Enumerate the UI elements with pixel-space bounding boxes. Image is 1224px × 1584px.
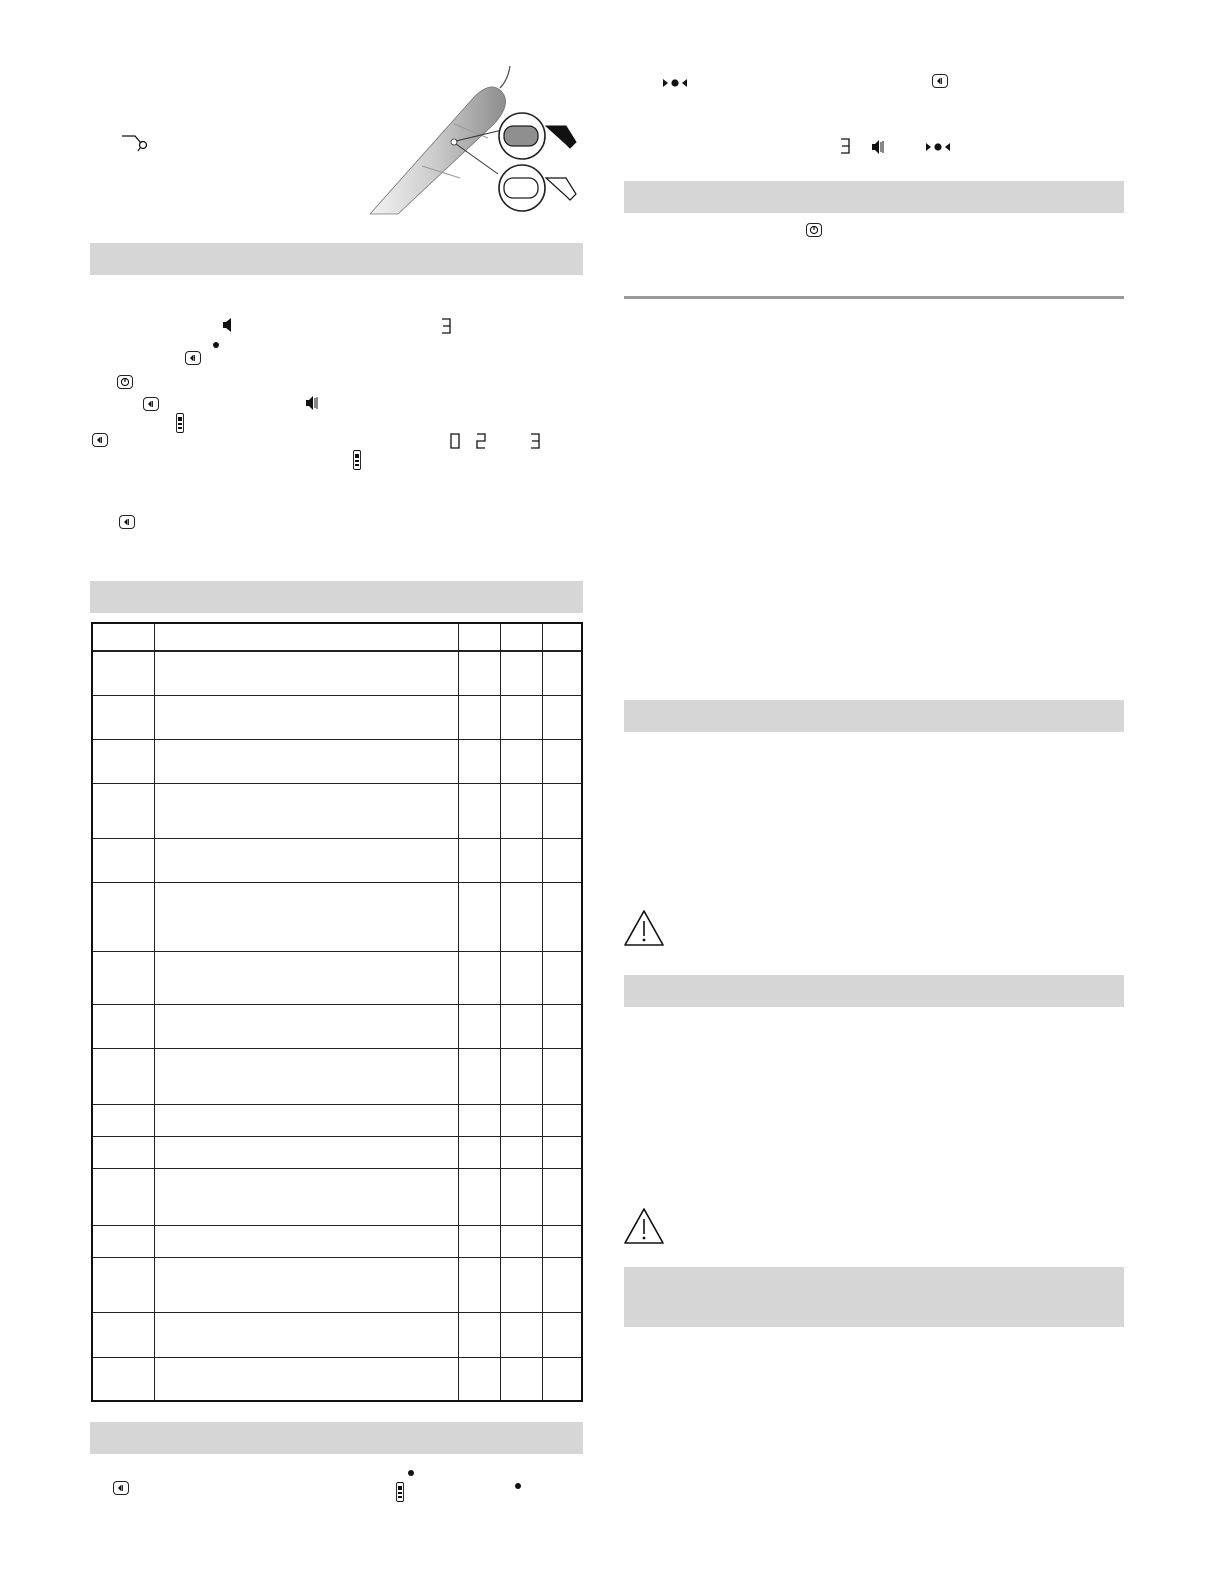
table-column-divider [500, 624, 501, 1400]
section-divider-rule [624, 296, 1124, 299]
speaker-icon [221, 317, 235, 333]
handpiece-cable-icon [121, 134, 153, 154]
section-header-band [624, 700, 1124, 732]
table-row-divider [93, 838, 581, 839]
seven-segment-digit-icon [476, 433, 486, 449]
section-header-band [624, 975, 1124, 1007]
section-header-band [90, 243, 583, 275]
warning-triangle-icon [623, 1207, 665, 1245]
seven-segment-digit-icon [450, 433, 460, 449]
section-header-band [90, 1422, 583, 1454]
table-row-divider [93, 695, 581, 696]
speaker-button-icon [92, 433, 108, 447]
table-column-divider [542, 624, 543, 1400]
power-button-icon [806, 223, 822, 237]
table-row-divider [93, 1168, 581, 1169]
table-row-divider [93, 1225, 581, 1226]
table-row-divider [93, 1357, 581, 1358]
table-column-divider [154, 624, 155, 1400]
table-row-divider [93, 1004, 581, 1005]
speaker-button-icon [113, 1481, 129, 1495]
table-row-divider [93, 1257, 581, 1258]
table-row-divider [93, 783, 581, 784]
speaker-loud-icon [304, 395, 320, 411]
warning-triangle-icon [623, 909, 665, 947]
table-row-divider [93, 739, 581, 740]
seven-segment-digit-icon [840, 138, 850, 154]
indicator-dot-icon [515, 1483, 521, 1489]
level-selector-icon [176, 413, 184, 433]
flush-icon [925, 141, 951, 153]
table-row-divider [93, 1136, 581, 1137]
indicator-dot-icon [408, 1470, 414, 1476]
speaker-button-icon [932, 74, 948, 88]
indicator-dot-icon [213, 342, 219, 348]
table-column-divider [458, 624, 459, 1400]
speaker-button-icon [119, 515, 135, 529]
seven-segment-digit-icon [441, 318, 451, 334]
table-header-divider [93, 650, 581, 652]
flush-icon [662, 77, 688, 89]
level-selector-icon [353, 450, 361, 470]
speaker-loud-icon [870, 138, 886, 156]
handpiece-illustration [370, 66, 585, 216]
section-header-band [624, 181, 1124, 213]
table-row-divider [93, 1312, 581, 1313]
table-row-divider [93, 951, 581, 952]
section-header-band [624, 1267, 1124, 1327]
speaker-button-icon [185, 351, 201, 365]
level-selector-icon [396, 1482, 404, 1502]
table-row-divider [93, 1104, 581, 1105]
section-header-band [90, 581, 583, 613]
speaker-button-icon [143, 397, 159, 411]
settings-table [91, 622, 583, 1402]
table-row-divider [93, 1048, 581, 1049]
table-row-divider [93, 882, 581, 883]
power-button-icon [117, 375, 133, 389]
seven-segment-digit-icon [530, 433, 540, 449]
